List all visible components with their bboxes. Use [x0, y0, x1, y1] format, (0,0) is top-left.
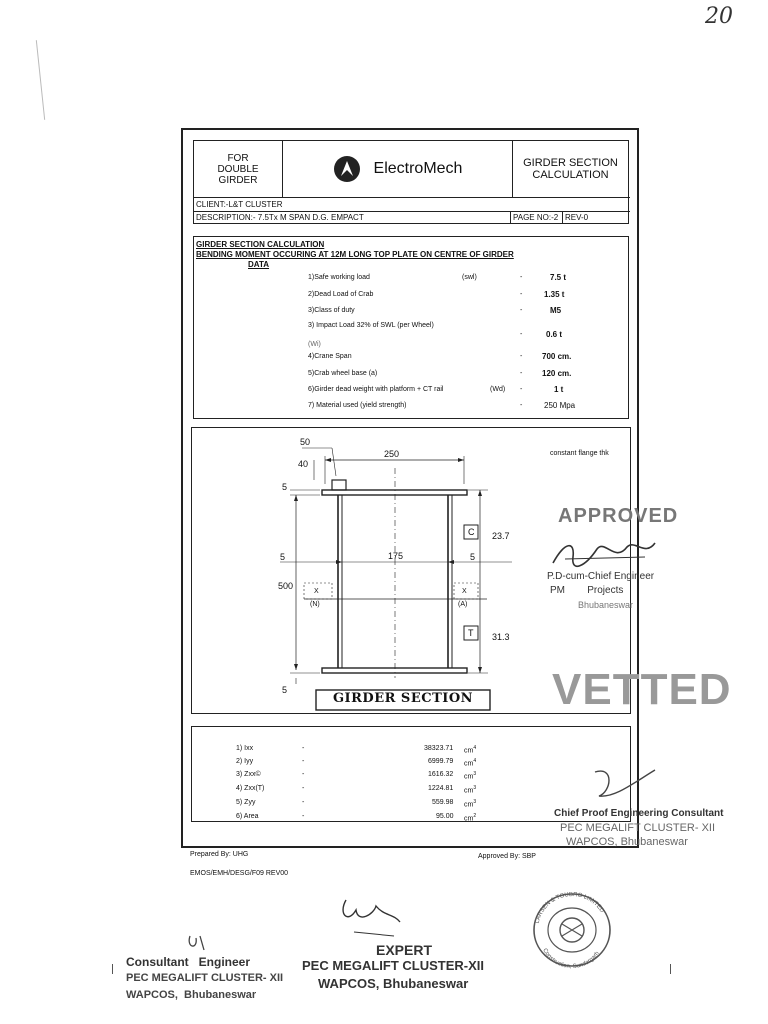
prop-6-value: 95.00: [436, 813, 454, 820]
axis-n-left: (N): [310, 601, 320, 608]
prop-2-dash: -: [302, 758, 305, 765]
calc-item-6-dash: -: [520, 370, 523, 377]
calc-item-7-sym: (Wd): [490, 386, 506, 393]
calc-item-7-dash: -: [520, 386, 523, 393]
dim-500: 500: [278, 581, 294, 591]
dim-5-right: 5: [470, 552, 476, 562]
prop-1-value: 38323.71: [424, 745, 454, 752]
prop-2-name: 2) Iyy: [236, 758, 254, 765]
calc-subtitle: BENDING MOMENT OCCURING AT 12M LONG TOP PLATE ON CENTRE OF GIRDER: [196, 250, 514, 259]
calc-item-1-dash: -: [520, 274, 523, 281]
dim-5-left: 5: [280, 552, 286, 562]
calc-item-4-label: 3) Impact Load 32% of SWL (per Wheel): [308, 322, 434, 329]
calc-item-7-label: 6)Girder dead weight with platform + CT rail: [308, 386, 444, 393]
prop-5-name: 5) Zyy: [236, 799, 256, 806]
company-name: ElectroMech: [373, 160, 463, 177]
calc-data-block: [193, 236, 629, 419]
pd-line-3: Bhubaneswar: [578, 600, 634, 610]
calc-item-2-label: 2)Dead Load of Crab: [308, 291, 374, 298]
label-c: C: [468, 527, 475, 537]
prop-6-unit: $cm^2$: [464, 813, 477, 822]
engineer-initials-icon: [184, 932, 214, 956]
header-right-cell: [512, 141, 629, 197]
ce-line-1: Consultant Engineer: [126, 955, 251, 969]
client-text: CLIENT:-L&T CLUSTER: [196, 200, 283, 209]
value-c: 23.7: [492, 531, 510, 541]
electromech-logo-icon: [332, 154, 362, 184]
prop-1-dash: -: [302, 745, 305, 752]
prop-5-value: 559.98: [432, 799, 454, 806]
cpe-line-1: Chief Proof Engineering Consultant: [554, 808, 724, 819]
description-row: [194, 211, 628, 224]
consultant-signature-icon: [585, 762, 665, 812]
calc-item-6-value: 120 cm.: [542, 369, 572, 378]
prop-5-dash: -: [302, 799, 305, 806]
prepared-by: Prepared By: UHG: [190, 851, 249, 858]
calc-item-2-dash: -: [520, 291, 523, 298]
header-left-cell: [194, 141, 283, 197]
page-no-text: PAGE NO:-2: [513, 213, 559, 222]
prop-2-value: 6999.79: [428, 758, 454, 765]
rev-cell: [562, 211, 588, 224]
prop-2-unit: $cm^4$: [464, 758, 477, 768]
data-label: DATA: [248, 260, 270, 269]
cpe-line-2: PEC MEGALIFT CLUSTER- XII: [560, 822, 716, 834]
calc-item-5-dash: -: [520, 353, 523, 360]
svg-text:Construction, Sundargarh: [541, 948, 601, 970]
prop-4-name: 4) Zxx(T): [236, 785, 265, 792]
approved-by: Approved By: SBP: [478, 853, 536, 860]
calc-item-4-wn: (Wi): [308, 341, 321, 348]
prop-1-name: 1) Ixx: [236, 745, 254, 752]
calc-item-4-dash: -: [520, 331, 523, 338]
calc-item-2-value: 1.35 t: [544, 290, 565, 299]
pd-line-1: P.D-cum-Chief Engineer: [547, 571, 655, 582]
girder-section-title: GIRDER SECTION: [332, 691, 474, 706]
scan-mark-left: [112, 964, 113, 974]
prop-6-name: 6) Area: [236, 813, 259, 820]
dim-5-bottom: 5: [282, 685, 288, 695]
prop-3-name: 3) Zxx©: [236, 771, 261, 778]
label-t: T: [468, 628, 474, 638]
calc-item-3-dash: -: [520, 307, 523, 314]
prop-3-value: 1616.32: [428, 771, 454, 778]
calc-item-4-value: 0.6 t: [546, 330, 563, 339]
prop-3-dash: -: [302, 771, 305, 778]
document-frame: [181, 128, 639, 848]
dim-250: 250: [384, 449, 400, 459]
value-t: 31.3: [492, 632, 510, 642]
calc-title: GIRDER SECTION CALCULATION: [196, 240, 325, 249]
calc-item-1-sym: (swl): [462, 274, 477, 281]
calc-item-8-label: 7) Material used (yield strength): [308, 402, 407, 409]
expert-signature-icon: [334, 894, 414, 944]
page-number: 20: [705, 4, 733, 29]
header-company-cell: [282, 141, 513, 197]
approved-stamp: APPROVED: [558, 505, 679, 527]
axis-x-left: X: [314, 588, 319, 595]
calc-item-1-value: 7.5 t: [550, 273, 567, 282]
calc-item-6-label: 5)Crab wheel base (a): [308, 370, 378, 377]
calc-item-1-label: 1)Safe working load: [308, 274, 370, 281]
prop-1-unit: $cm^4$: [464, 745, 477, 755]
axis-x-right: X: [462, 588, 467, 595]
seal-bottom-text: Construction, Sundargarh: [541, 947, 601, 970]
vetted-stamp: VETTED: [552, 665, 732, 714]
expert-line-3: WAPCOS, Bhubaneswar: [318, 976, 469, 991]
page-no-cell: [510, 211, 563, 224]
ce-line-3: WAPCOS, Bhubaneswar: [126, 989, 257, 1001]
expert-line-2: PEC MEGALIFT CLUSTER-XII: [302, 958, 484, 973]
header-right-text: GIRDER SECTION CALCULATION: [523, 157, 618, 181]
calc-item-7-value: 1 t: [554, 385, 564, 394]
scan-mark: [670, 964, 671, 974]
description-text: DESCRIPTION:- 7.5Tx M SPAN D.G. EMPACT: [196, 213, 364, 222]
dim-40: 40: [298, 459, 309, 469]
scan-edge-line: [36, 40, 45, 120]
prop-4-dash: -: [302, 785, 305, 792]
calc-item-3-value: M5: [550, 306, 562, 315]
dim-50: 50: [300, 437, 311, 447]
form-code: EMOS/EMH/DESG/F09 REV00: [190, 870, 289, 877]
ce-line-2: PEC MEGALIFT CLUSTER- XII: [126, 972, 284, 984]
header-left-text: FOR DOUBLE GIRDER: [217, 152, 259, 186]
rev-text: REV-0: [565, 213, 589, 222]
cpe-line-3: WAPCOS, Bhubaneswar: [566, 836, 688, 848]
calc-item-3-label: 3)Class of duty: [308, 307, 355, 314]
larsen-toubro-seal-icon: [516, 880, 626, 970]
dim-175: 175: [388, 551, 404, 561]
pd-line-2: PM Projects: [550, 585, 624, 596]
prop-3-unit: $cm^3$: [464, 771, 477, 781]
prop-6-dash: -: [302, 813, 305, 820]
dim-5-top: 5: [282, 482, 288, 492]
expert-line-1: EXPERT: [376, 942, 433, 958]
prop-4-unit: $cm^3$: [464, 785, 477, 795]
approver-signature-icon: [545, 533, 665, 573]
axis-a-right: (A): [458, 601, 468, 608]
calc-item-8-value: 250 Mpa: [544, 401, 576, 410]
header-block: [193, 140, 629, 224]
prop-4-value: 1224.81: [428, 785, 454, 792]
calc-item-5-label: 4)Crane Span: [308, 353, 352, 360]
prop-5-unit: $cm^3$: [464, 799, 477, 809]
calc-item-8-dash: -: [520, 402, 523, 409]
calc-item-5-value: 700 cm.: [542, 352, 572, 361]
client-row: [194, 197, 630, 212]
seal-top-text: LARSEN & TOUBRO LIMITED: [534, 891, 605, 925]
flange-note: constant flange thk: [550, 450, 609, 457]
